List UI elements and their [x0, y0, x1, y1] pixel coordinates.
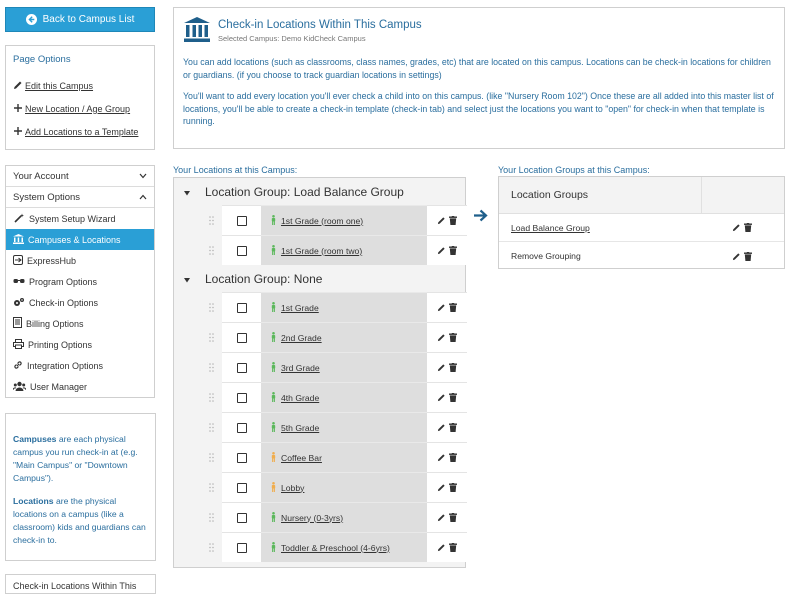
- location-link[interactable]: Nursery (0-3yrs): [281, 512, 344, 523]
- menu-item-integration-options[interactable]: [6, 355, 154, 376]
- groups-table-header: [499, 177, 784, 214]
- location-group-header[interactable]: [174, 178, 465, 205]
- header-description-2: You'll want to add every location you'll ever check a child into on this campus. (like "Nursery Room 102") Once these are all added into this master list of locations, you'll be able to create a check-in template (check-in tab) and select just the locations you want to "open" for check-in when that template is running.: [183, 91, 774, 126]
- back-button-label: Back to Campus List: [42, 14, 135, 25]
- table-row: [174, 205, 465, 235]
- info-locations-term: Locations: [13, 496, 54, 506]
- locations-section-label: Your Locations at this Campus:: [173, 165, 298, 175]
- info-campuses-term: Campuses: [13, 434, 57, 444]
- table-row: [174, 235, 465, 265]
- locations-list: [173, 177, 466, 568]
- group-remove-grouping[interactable]: Remove Grouping: [511, 251, 581, 261]
- drag-handle-icon[interactable]: [200, 352, 222, 382]
- drag-handle-icon[interactable]: [200, 205, 222, 235]
- location-link[interactable]: 1st Grade: [281, 302, 319, 313]
- location-group-header[interactable]: [174, 265, 465, 292]
- location-checkbox[interactable]: [237, 393, 247, 403]
- drag-handle-icon[interactable]: [200, 322, 222, 352]
- pencil-icon[interactable]: [437, 543, 446, 552]
- location-link[interactable]: 5th Grade: [281, 422, 320, 433]
- menu-item-label: Program Options: [29, 276, 98, 287]
- location-checkbox[interactable]: [237, 246, 247, 256]
- menu-item-label: Printing Options: [28, 339, 93, 350]
- menu-item-system-setup-wizard[interactable]: [6, 208, 154, 229]
- chevron-down-icon: [139, 171, 147, 182]
- checkin-locations-panel-title: Check-in Locations Within This: [13, 581, 137, 591]
- pencil-icon[interactable]: [437, 333, 446, 342]
- drag-handle-icon[interactable]: [200, 532, 222, 562]
- arrow-left-icon: [26, 14, 37, 25]
- system-options-label: System Options: [13, 191, 81, 203]
- location-link[interactable]: 2nd Grade: [281, 332, 322, 343]
- drag-handle-icon[interactable]: [200, 412, 222, 442]
- header-box: [173, 7, 785, 149]
- new-location-link[interactable]: [13, 97, 147, 120]
- info-locations-text: [13, 495, 148, 547]
- pencil-icon[interactable]: [732, 252, 741, 261]
- drag-handle-icon[interactable]: [200, 292, 222, 322]
- menu-item-label: ExpressHub: [27, 255, 77, 266]
- drag-handle-icon[interactable]: [200, 502, 222, 532]
- trash-icon[interactable]: [449, 246, 457, 255]
- location-link[interactable]: 1st Grade (room one): [281, 215, 364, 226]
- link-icon: [13, 360, 23, 372]
- location-checkbox[interactable]: [237, 333, 247, 343]
- child-location-icon: [271, 422, 276, 434]
- pencil-icon[interactable]: [437, 393, 446, 402]
- glasses-icon: [13, 277, 25, 287]
- trash-icon[interactable]: [449, 483, 457, 492]
- pencil-icon[interactable]: [437, 303, 446, 312]
- table-row: [174, 532, 465, 562]
- child-location-icon: [271, 512, 276, 524]
- info-campuses-desc: are each physical campus you run check-in at (e.g. "Main Campus" or "Downtown Campus").: [13, 434, 138, 483]
- drag-handle-icon[interactable]: [200, 472, 222, 502]
- trash-icon[interactable]: [449, 303, 457, 312]
- table-row: [174, 412, 465, 442]
- trash-icon[interactable]: [449, 513, 457, 522]
- add-to-template-label: Add Locations to a Template: [25, 126, 139, 137]
- pencil-icon[interactable]: [437, 363, 446, 372]
- header-description-1: You can add locations (such as classrooms, class names, grades, etc) that are located on this campus. Locations can be check-in locations for children or guardians. (if you choose to track guardian locations in settings): [183, 57, 771, 80]
- caret-down-icon: [184, 272, 190, 286]
- menu-item-label: Integration Options: [27, 360, 104, 371]
- page-options-panel: [5, 45, 155, 150]
- building-icon: [183, 16, 211, 46]
- printer-icon: [13, 339, 24, 351]
- groups-table-header-label: Location Groups: [499, 177, 702, 213]
- location-link[interactable]: Toddler & Preschool (4-6yrs): [281, 542, 390, 553]
- guardian-location-icon: [271, 482, 276, 494]
- table-row: [174, 382, 465, 412]
- side-menu: [5, 165, 155, 398]
- menu-item-campuses-locations[interactable]: [6, 229, 154, 250]
- trash-icon[interactable]: [449, 423, 457, 432]
- pencil-icon[interactable]: [437, 423, 446, 432]
- caret-down-icon: [184, 185, 190, 199]
- location-checkbox[interactable]: [237, 453, 247, 463]
- system-options-toggle[interactable]: [6, 187, 154, 208]
- menu-item-billing-options[interactable]: [6, 313, 154, 334]
- location-groups-table: [498, 176, 785, 269]
- location-checkbox[interactable]: [237, 363, 247, 373]
- menu-item-expresshub[interactable]: [6, 250, 154, 271]
- pencil-icon[interactable]: [437, 483, 446, 492]
- info-campuses-text: [13, 433, 148, 485]
- trash-icon[interactable]: [449, 393, 457, 402]
- selected-campus: Selected Campus: Demo KidCheck Campus: [218, 34, 366, 43]
- back-to-campus-list-button[interactable]: [5, 7, 155, 32]
- location-link[interactable]: 1st Grade (room two): [281, 245, 363, 256]
- menu-item-label: Check-in Options: [29, 297, 99, 308]
- groups-section-label: Your Location Groups at this Campus:: [498, 165, 650, 175]
- menu-item-label: System Setup Wizard: [29, 213, 116, 224]
- location-checkbox[interactable]: [237, 543, 247, 553]
- location-checkbox[interactable]: [237, 216, 247, 226]
- page-title: Check-in Locations Within This Campus: [218, 19, 422, 31]
- group-link-load-balance[interactable]: Load Balance Group: [511, 222, 590, 233]
- table-row: [174, 352, 465, 382]
- location-checkbox[interactable]: [237, 483, 247, 493]
- pencil-icon: [13, 80, 23, 92]
- location-checkbox[interactable]: [237, 423, 247, 433]
- checkin-locations-panel: [5, 574, 156, 594]
- child-location-icon: [271, 245, 276, 257]
- child-location-icon: [271, 362, 276, 374]
- location-checkbox[interactable]: [237, 303, 247, 313]
- trash-icon[interactable]: [449, 216, 457, 225]
- trash-icon[interactable]: [449, 333, 457, 342]
- add-to-template-link[interactable]: [13, 120, 147, 143]
- guardian-location-icon: [271, 452, 276, 464]
- menu-item-label: User Manager: [30, 381, 88, 392]
- building-icon: [13, 234, 24, 246]
- location-link[interactable]: 4th Grade: [281, 392, 320, 403]
- menu-item-printing-options[interactable]: [6, 334, 154, 355]
- menu-item-label: Campuses & Locations: [28, 234, 121, 245]
- plus-icon: [13, 126, 23, 138]
- pencil-icon[interactable]: [437, 453, 446, 462]
- child-location-icon: [271, 542, 276, 554]
- table-row: [174, 502, 465, 532]
- trash-icon[interactable]: [449, 363, 457, 372]
- your-account-label: Your Account: [13, 170, 69, 182]
- drag-handle-icon[interactable]: [200, 235, 222, 265]
- table-row: [174, 472, 465, 502]
- info-box: [5, 413, 156, 561]
- pencil-icon[interactable]: [437, 513, 446, 522]
- edit-campus-label: Edit this Campus: [25, 80, 94, 91]
- trash-icon[interactable]: [449, 543, 457, 552]
- pencil-icon[interactable]: [437, 216, 446, 225]
- express-icon: [13, 255, 23, 267]
- trash-icon[interactable]: [449, 453, 457, 462]
- menu-item-program-options[interactable]: [6, 271, 154, 292]
- plus-icon: [13, 103, 23, 115]
- child-location-icon: [271, 332, 276, 344]
- drag-handle-icon[interactable]: [200, 382, 222, 412]
- menu-item-checkin-options[interactable]: [6, 292, 154, 313]
- pencil-icon[interactable]: [437, 246, 446, 255]
- table-row: [174, 442, 465, 472]
- child-location-icon: [271, 302, 276, 314]
- pencil-icon[interactable]: [732, 223, 741, 232]
- chevron-up-icon: [139, 192, 147, 203]
- arrow-right-icon: [473, 209, 488, 224]
- info-locations-desc: are the physical locations on a campus (like a classroom) kids and guardians can check-in to.: [13, 496, 146, 545]
- child-location-icon: [271, 215, 276, 227]
- location-link[interactable]: Coffee Bar: [281, 452, 322, 463]
- location-group-title: Location Group: None: [205, 271, 323, 286]
- menu-item-user-manager[interactable]: [6, 376, 154, 397]
- menu-item-label: Billing Options: [26, 318, 84, 329]
- table-row: [174, 322, 465, 352]
- wand-icon: [13, 213, 25, 225]
- your-account-toggle[interactable]: [6, 166, 154, 187]
- location-group-title: Location Group: Load Balance Group: [205, 184, 404, 199]
- drag-handle-icon[interactable]: [200, 442, 222, 472]
- trash-icon[interactable]: [744, 223, 752, 232]
- cogs-icon: [13, 297, 25, 309]
- trash-icon[interactable]: [744, 252, 752, 261]
- new-location-label: New Location / Age Group: [25, 103, 131, 114]
- invoice-icon: [13, 317, 22, 330]
- location-checkbox[interactable]: [237, 513, 247, 523]
- page-options-title: Page Options: [13, 54, 71, 65]
- child-location-icon: [271, 392, 276, 404]
- table-row: [174, 292, 465, 322]
- users-icon: [13, 381, 26, 393]
- table-row: [499, 242, 784, 270]
- edit-campus-link[interactable]: [13, 74, 147, 97]
- location-link[interactable]: Lobby: [281, 482, 305, 493]
- location-link[interactable]: 3rd Grade: [281, 362, 320, 373]
- table-row: [499, 214, 784, 242]
